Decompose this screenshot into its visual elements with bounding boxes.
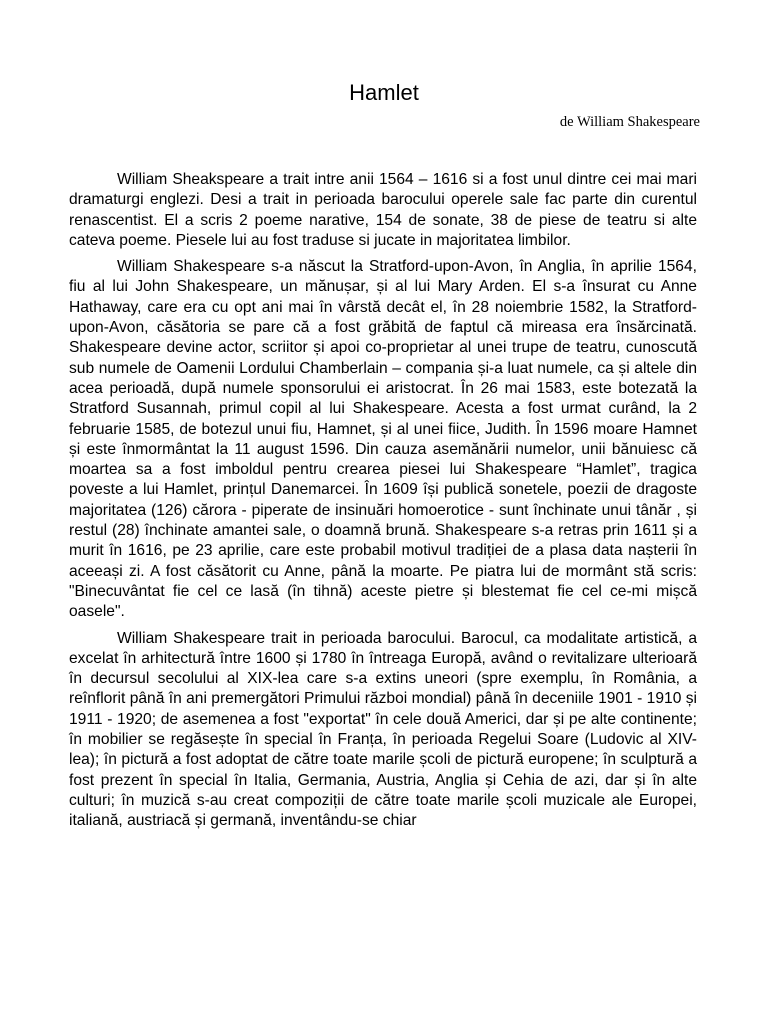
paragraph-2: William Shakespeare s-a născut la Stratford-upon-Avon, în Anglia, în aprilie 1564, fiu al lui John Shakespeare, un mănușar, și al lui Mary Arden. El s-a însurat cu Anne Hathaway, care era cu opt ani mai în vârstă decât el, în 28 noiembrie 1582, la Stratford-upon-Avon, căsătoria se pare că a fost grăbită de faptul că mireasa era însărcinată. Shakespeare devine actor, scriitor și apoi co-proprietar al unei trupe de teatru, cunoscută sub numele de Oamenii Lordului Chamberlain – compania și-a luat numele, ca și altele din acea perioadă, după numele sponsorului ei aristocrat. În 26 mai 1583, este botezată la Stratford Susannah, primul copil al lui Shakespeare. Acesta a fost urmat curând, la 2 februarie 1585, de botezul unui fiu, Hamnet, și al unei fiice, Judith. În 1596 moare Hamnet și este înmormântat la 11 august 1596. Din cauza asemănării numelor, unii bănuiesc că moartea sa a fost imboldul pentru crearea piesei lui Shakespeare “Hamlet”, tragica poveste a lui Hamlet, prințul Danemarcei. În 1609 își publică sonetele, poezii de dragoste majoritatea (126) cărora - piperate de insinuări homoerotice - sunt închinate unui tânăr , și restul (28) închinate amantei sale, o doamnă brună. Shakespeare s-a retras prin 1611 și a murit în 1616, pe 23 aprilie, care este probabil motivul tradiției de a plasa data nașterii în aceeași zi. A fost căsătorit cu Anne, până la moarte. Pe piatra lui de mormânt stă scris: "Binecuvântat fie cel ce lasă (în tihnă) aceste pietre și blestemat fie cel ce-mi mișcă oasele". <box>69 258 697 621</box>
document-body <box>69 170 697 832</box>
paragraph-3: William Shakespeare trait in perioada barocului. Barocul, ca modalitate artistică, a excelat în arhitectură între 1600 și 1780 în întreaga Europă, având o revitalizare ulterioară în decursul secolului al XIX-lea care s-a extins uneori (spre exemplu, în România, a reînflorit până în ani premergători Primului război mondial) până în deceniile 1901 - 1910 și 1911 - 1920; de asemenea a fost "exportat" în cele două Americi, dar și pe alte continente; în mobilier se regăsește în special în Franța, în perioada Regelui Soare (Ludovic al XIV-lea); în pictură a fost adoptat de către toate marile școli de pictură europene; în sculptură a fost prezent în special în Italia, Germania, Austria, Anglia și Cehia de azi, dar și în alte culturi; în muzică s-au creat compoziții de către toate marile școli muzicale ale Europei, italiană, austriacă și germană, inventându-se chiar <box>69 629 697 830</box>
paragraph-1: William Sheakspeare a trait intre anii 1564 – 1616 si a fost unul dintre cei mai mari dramaturgi englezi. Desi a trait in perioada barocului operele sale fac parte din curentul renascentist. El a scris 2 poeme narative, 154 de sonate, 38 de piese de teatru si alte cateva poeme. Piesele lui au fost traduse si jucate in majoritatea limbilor. <box>69 171 697 249</box>
author-byline: de William Shakespeare <box>559 114 700 130</box>
document-title: Hamlet <box>349 80 419 105</box>
